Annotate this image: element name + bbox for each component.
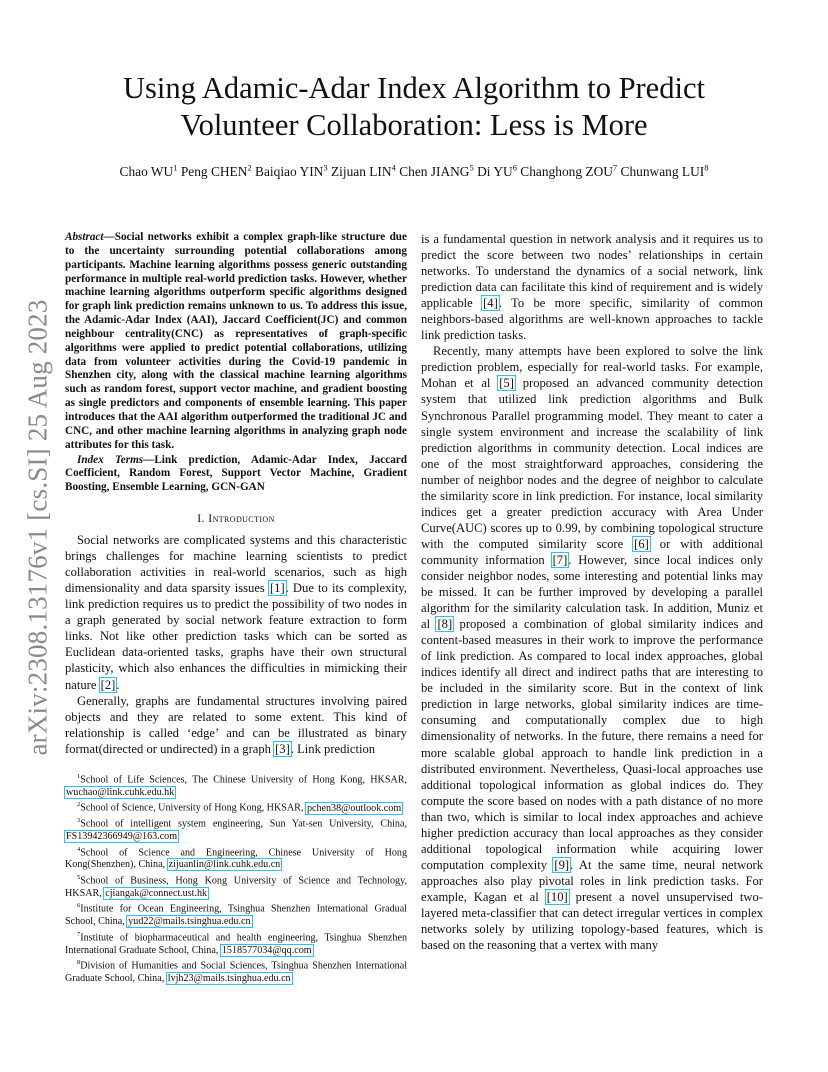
citation-link[interactable]: [2] [100,677,116,692]
citation-link[interactable]: [9] [554,857,570,872]
footnote: $^8$Division of Humanities and Social Sciences, Tsinghua Shenzhen International Graduate School, China, lvjh23@mails.tsinghua.edu.cn [65,959,407,984]
abstract-text: —Social networks exhibit a complex graph-like structure due to the uncertainty surrounding potential collaborations among participants. Machine learning algorithms possess generic outstanding performance in multiple real-world prediction tasks. However, whether machine learning algorithms outperform specific algorithms designed for graph link prediction remains unknown to us. To address this issue, the Adamic-Adar Index (AAI), Jaccard Coefficient(JC) and common neighbour centrality(CNC) as representatives of graph-specific algorithms were applied to predict potential collaborations, utilizing data from volunteer activities during the Covid-19 pandemic in Shenzhen city, along with the classical machine learning algorithms such as random forest, support vector machine, and gradient boosting as single predictors and components of ensemble learning. This paper introduces that the AAI algorithm outperformed the traditional JC and CNC, and other machine learning algorithms in analyzing graph node attributes for this task. [65,231,407,451]
author-list [40,163,788,180]
abstract [65,231,407,453]
email-link[interactable]: cjiangak@connect.ust.hk [105,887,208,899]
intro-paragraph-3: Recently, many attempts have been explored to solve the link prediction problem, especially for real-world tasks. For example, Mohan et al [5] proposed an advanced community detection system that utilized link prediction algorithms and Bulk Synchronous Parallel programming model. They meant to cater a single system environment and increase the scalability of link prediction algorithms in community detection. Local indices are one of the most straightforward approaches, considering the number of neighbor nodes and the degree of neighbor to calculate the similarity score in link prediction. For instance, local similarity indices get a greater prediction accuracy with Area Under Curve(AUC) scores up to 0.99, by combining topological structure with the computed similarity score [6] or with additional community information [7]. However, since local indices only consider neighbor nodes, some interesting and potential links may be missed. It can be further improved by developing a parallel algorithm for the similarity calculation task. In addition, Muniz et al [8] proposed a combination of global similarity indices and content-based measures in their work to improve the performance of link prediction. As compared to local index approaches, global indices identify all direct and indirect paths that are interesting to be included in the similarity score. But in the context of link prediction in large networks, global similarity indices are time-consuming and computationally complex due to high dimensionality of networks. In the future, there remains a need for more scalable global approach to handle link prediction in a distributed environment. Nevertheless, Quasi-local approaches use additional topological information as global indices do. They compute the score based on nodes with a path distance of no more than two, which is similar to local index approaches and achieve higher prediction accuracy than local approaches as they consider additional topological information while acquiring lower computation complexity [9]. At the same time, neural network approaches also play pivotal roles in link prediction tasks. For example, Kagan et al [10] present a novel unsupervised two-layered meta-classifier that can detect irregular vertices in complex networks solely by utilizing topology-based features, which is based on the reasoning that a vertex with many [421,344,764,953]
footnote: $^5$School of Business, Hong Kong University of Science and Technology, HKSAR, cjiangak@connect.ust.hk [65,873,407,899]
footnote: $^7$Institute of biopharmaceutical and health engineering, Tsinghua Shenzhen International Graduate School, China, 1518577034@qq.com [65,930,407,956]
email-link[interactable]: yud22@mails.tsinghua.edu.cn [128,916,251,928]
arxiv-id-text: arXiv:2308.13176v1 [cs.SI] 25 Aug 2023 [22,298,53,756]
author: Chunwang LUI$^8$ [620,163,709,180]
citation-link[interactable]: [3] [275,741,290,756]
footnote: $^6$Institute for Ocean Engineering, Tsinghua Shenzhen International Gradual School, China, yud22@mails.tsinghua.edu.cn [65,902,407,928]
section-heading-introduction: I. Introduction [197,511,275,526]
arxiv-identifier [14,296,62,758]
intro-paragraph-2: Generally, graphs are fundamental structures involving paired objects and they are related to some extent. This kind of relationship is called ‘edge’ and can be illustrated as binary format(directed or undirected) in a graph [3]. Link prediction [65,693,407,756]
email-link[interactable]: lvjh23@mails.tsinghua.edu.cn [167,972,291,984]
affiliation-footnotes [65,771,407,985]
author: Chao $WU^1$ [119,163,178,180]
author: Chen JIANG$^5$ [399,163,474,180]
author: Di $YU^6$ [477,163,517,180]
index-terms-label: Index Terms [77,453,144,466]
citation-link[interactable]: [7] [552,552,568,567]
author: Changhong ZOU$^7$ [520,163,618,180]
footnote: $^3$School of intelligent system engineering, Sun Yat-sen University, China, FS13942366949@163.com [66,817,407,843]
paper-title [60,70,768,144]
footnote: $^1$School of Life Sciences, The Chinese University of Hong Kong, HKSAR, wuchao@link.cuhk.edu.hk [66,773,407,798]
title-line-2: Volunteer Collaboration: Less is More [180,108,648,142]
email-link[interactable]: zijuanlin@link.cuhk.edu.cn [168,859,281,871]
email-link[interactable]: 1518577034@qq.com [221,944,312,956]
email-link[interactable]: FS13942366949@163.com [66,831,178,843]
author: Baiqiao YIN$^3$ [255,163,328,180]
citation-link[interactable]: [1] [269,581,285,596]
index-terms [65,454,407,496]
citation-link[interactable]: [5] [499,376,514,391]
index-terms-text: —Link prediction, Adamic-Adar Index, Jaccard Coefficient, Random Forest, Support Vector Machine, Gradient Boosting, Ensemble Learning, GCN-GAN [65,453,407,494]
citation-link[interactable]: [8] [437,617,453,632]
author: Zijuan LIN$^4$ [330,163,396,180]
footnote: $^2$School of Science, University of Hong Kong, HKSAR, pchen38@outlook.com [77,801,402,814]
intro-paragraph-2-continued: is a fundamental question in network analysis and it requires us to predict the score between two nodes’ relationships in certain networks. To understand the dynamics of a social network, link prediction data can facilitate this kind of requirement and is widely applicable [4]. To be more specific, similarity of common neighbors-based algorithms are well-known approaches to tackle link prediction tasks. [421,232,763,343]
citation-link[interactable]: [6] [634,536,649,551]
author: Peng CHEN$^2$ [180,163,252,180]
left-column [65,231,407,757]
citation-link[interactable]: [10] [546,889,568,904]
email-link[interactable]: pchen38@outlook.com [306,802,402,814]
citation-link[interactable]: [4] [483,296,498,311]
email-link[interactable]: wuchao@link.cuhk.edu.hk [66,786,175,798]
footnote: $^4$School of Science and Engineering, Chinese University of Hong Kong(Shenzhen), China, zijuanlin@link.cuhk.edu.cn [65,845,407,871]
title-line-1: Using Adamic-Adar Index Algorithm to Predict [123,71,705,105]
right-column [421,231,763,953]
intro-paragraph-1: Social networks are complicated systems and this characteristic brings challenges for machine learning scientists to predict collaboration activities in real-world scenarios, such as high dimensionality and data sparsity issues [1]. Due to its complexity, link prediction requires us to predict the possibility of two nodes in a graph generated by social network feature extraction to form links. Not like other prediction tasks which can be sorted as Euclidean data-oriented tasks, graphs have their own structural plasticity, which also enhances the difficulties in mimicking their nature [2]. [65,533,407,692]
abstract-label: Abstract [65,231,104,243]
